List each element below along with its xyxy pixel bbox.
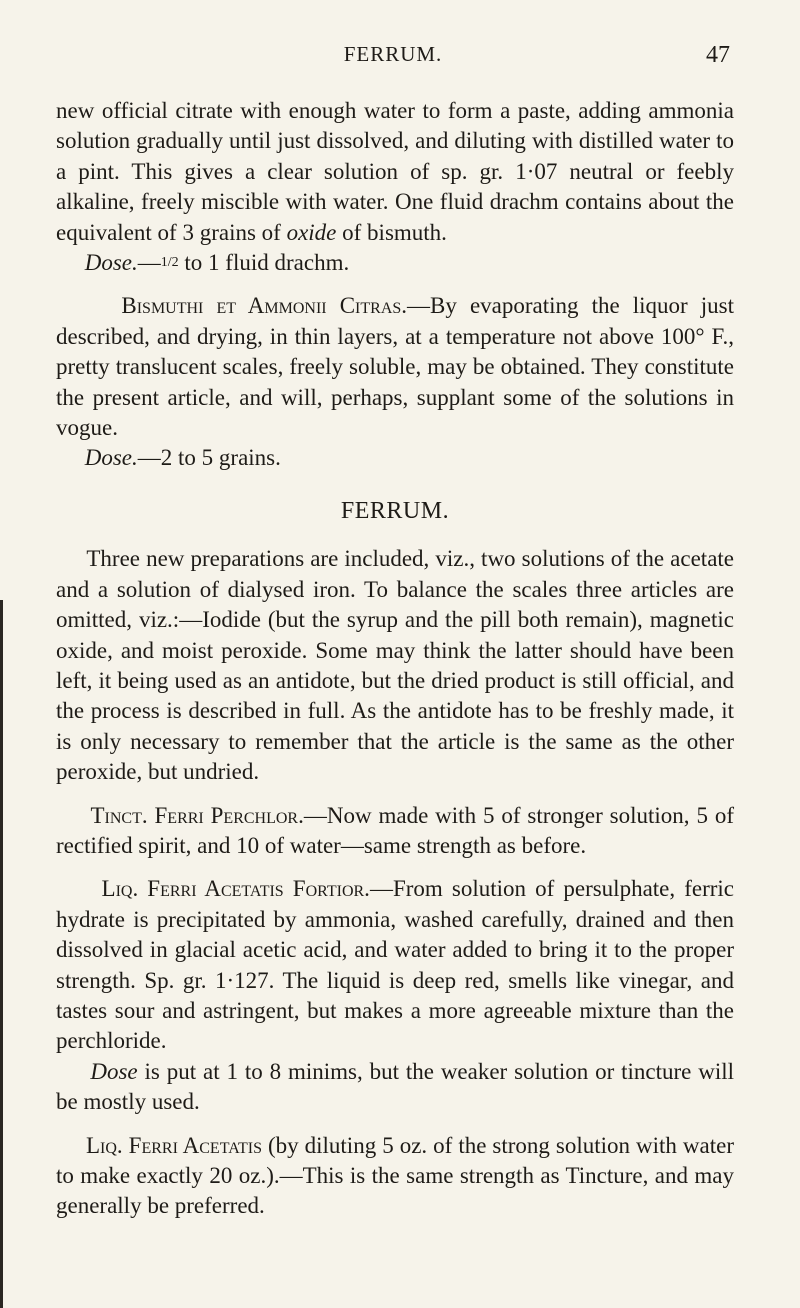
bismuth-liquor-dose: [56, 248, 734, 278]
running-head: [56, 42, 730, 78]
liq-acetatis-fortior-dose: [56, 1057, 734, 1118]
page-edge-shadow: [0, 600, 3, 1308]
liq-acetatis-fortior-paragraph: [56, 874, 734, 1056]
liq-acetatis-text: (by diluting 5 oz. of the strong solution with water to make exactly 20 oz.).—This is the same strength as Tincture, and may generally be preferred.: [56, 1132, 734, 1219]
dose-rest: —2 to 5 grains.: [137, 445, 281, 471]
dose-label: Dose: [90, 1058, 138, 1084]
dose-label: Dose.: [84, 445, 138, 471]
running-title: FERRUM.: [343, 42, 443, 66]
bismuth-liquor-paragraph: [56, 96, 734, 248]
bismuth-citras-heading: Bismuthi et Ammonii Citras.: [121, 293, 408, 319]
ferrum-intro-text: Three new preparations are included, viz., two solutions of the acetate and a solution of dialysed iron. To balance the scales three articles are omitted, viz.:—Iodide (but the syrup and the pill both remain), magnetic oxide, and moist peroxide. Some may think the latter should have been left, it being used as an antidote, but the dried product is still official, and the process is described in full. As the antidote has to be freshly made, it is only necessary to remember that the article is the same as the other peroxide, but undried.: [56, 546, 734, 785]
bismuth-citras-paragraph: [56, 291, 734, 443]
tinct-perchlor-paragraph: [56, 801, 734, 862]
tinct-perchlor-heading: Tinct. Ferri Perchlor.: [90, 802, 304, 828]
bismuth-liquor-text-end: of bismuth.: [336, 219, 447, 245]
ferrum-heading: FERRUM.: [340, 497, 450, 524]
dose-dash: —: [137, 250, 161, 276]
bismuth-liquor-text: new official citrate with enough water to form a paste, adding ammonia solution gradually until just dissolved, and diluting with distilled water to a pint. This gives a clear solution of sp. gr. 1·07 neutral or feebly alkaline, freely miscible with water. One fluid drachm contains about the equivalent of 3 grains of: [56, 98, 734, 245]
ferrum-intro-paragraph: [56, 544, 734, 787]
dose-fraction: 1/2: [160, 255, 179, 271]
oxide-word: oxide: [286, 219, 337, 245]
liq-acetatis-paragraph: [56, 1131, 734, 1222]
page-number: 47: [706, 42, 730, 68]
liq-acetatis-fortior-text: —From solution of persulphate, ferric hydrate is precipitated by ammonia, washed carefully, drained and then dissolved in glacial acetic acid, and water added to bring it to the proper strength. Sp. gr. 1·127. The liquid is deep red, smells like vinegar, and tastes sour and astringent, but makes a more agreeable mixture than the perchloride.: [56, 876, 735, 1054]
bismuth-citras-dose: [56, 443, 734, 473]
body-text: [56, 96, 734, 1235]
dose-label: Dose.: [84, 250, 138, 276]
liq-acetatis-fortior-heading: Liq. Ferri Acetatis Fortior.: [101, 876, 370, 902]
dose-rest: is put at 1 to 8 minims, but the weaker solution or tincture will be mostly used.: [56, 1058, 735, 1115]
liq-acetatis-heading: Liq. Ferri Acetatis: [86, 1132, 262, 1158]
bismuth-citras-text: —By evaporating the liquor just described, and drying, in thin layers, at a temperature not above 100° F., pretty translucent scales, freely soluble, may be obtained. They constitute the present article, and will, perhaps, supplant some of the solutions in vogue.: [56, 293, 734, 441]
tinct-perchlor-text: —Now made with 5 of stronger solution, 5 of rectified spirit, and 10 of water—same strength as before.: [56, 802, 735, 858]
dose-rest: to 1 fluid drachm.: [178, 250, 350, 276]
